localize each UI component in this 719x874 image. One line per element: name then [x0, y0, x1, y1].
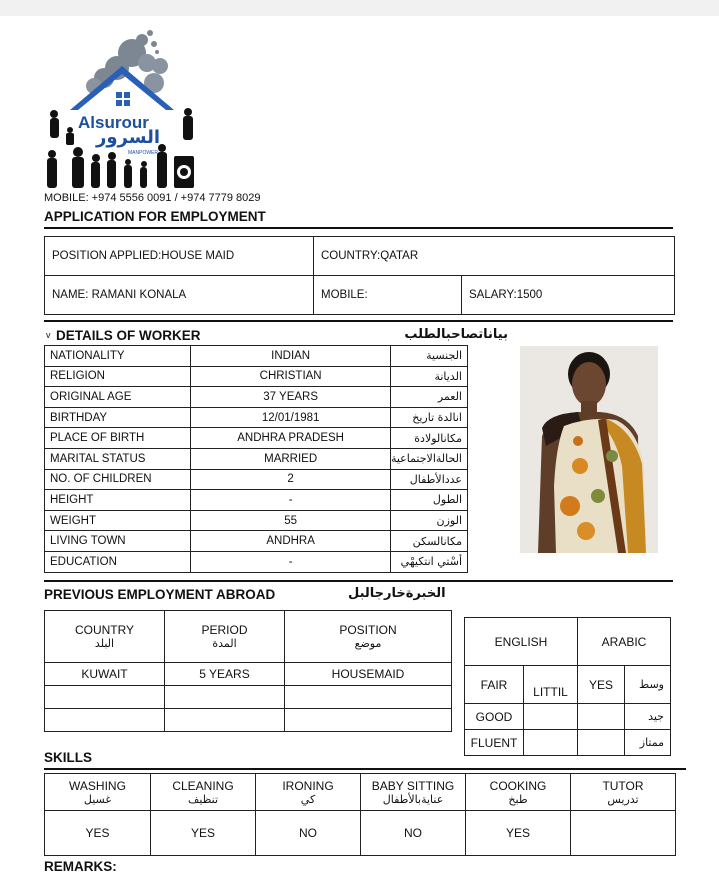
- level-ar: جيد: [625, 704, 671, 730]
- svg-text:MANPOWER: MANPOWER: [128, 150, 158, 156]
- previous-employment-table: [44, 610, 452, 732]
- cell: [165, 709, 285, 732]
- detail-value: 2: [191, 469, 391, 490]
- detail-row: [45, 346, 468, 367]
- detail-row: [45, 448, 468, 469]
- skill-ar: تدريس: [607, 792, 639, 806]
- english-level: [524, 704, 578, 730]
- header-ar: المدة: [212, 637, 237, 650]
- skill-value: NO: [361, 811, 466, 856]
- skill-cooking: [466, 774, 571, 811]
- detail-label-ar: مكانالسكن: [390, 531, 467, 552]
- form-title: APPLICATION FOR EMPLOYMENT: [44, 209, 266, 224]
- detail-label-ar: عددالأطفال: [390, 469, 467, 490]
- detail-label: EDUCATION: [45, 551, 191, 572]
- previous-title: PREVIOUS EMPLOYMENT ABROAD: [44, 587, 276, 602]
- detail-row: [45, 366, 468, 387]
- detail-row: [45, 551, 468, 572]
- details-title: DETAILS OF WORKER: [56, 328, 201, 343]
- detail-label: LIVING TOWN: [45, 531, 191, 552]
- title-divider: [44, 227, 673, 229]
- position-applied: POSITION APPLIED:HOUSE MAID: [45, 237, 314, 276]
- detail-row: [45, 407, 468, 428]
- arabic-header: ARABIC: [578, 618, 671, 666]
- skill-value: YES: [45, 811, 151, 856]
- skill-ar: غسيل: [83, 792, 112, 806]
- skill-en: CLEANING: [172, 778, 234, 793]
- level-ar: ممتاز: [625, 730, 671, 756]
- detail-label-ar: أسْتي انتكيهْي: [390, 551, 467, 572]
- section-divider: [44, 768, 686, 770]
- english-header: ENGLISH: [465, 618, 578, 666]
- detail-value: ANDHRA PRADESH: [191, 428, 391, 449]
- table-row: [45, 686, 452, 709]
- detail-label-ar: مكانالولادة: [390, 428, 467, 449]
- detail-value: -: [191, 490, 391, 511]
- remarks-label: REMARKS:: [44, 859, 117, 874]
- position-table: [44, 236, 675, 315]
- detail-value: 37 YEARS: [191, 387, 391, 408]
- cell: KUWAIT: [45, 663, 165, 686]
- svg-text:السرور: السرور: [96, 127, 160, 148]
- skill-tutor: [571, 774, 676, 811]
- detail-row: [45, 510, 468, 531]
- detail-label-ar: الحالةالاجتماعية: [390, 448, 467, 469]
- header-ar: موضع: [354, 637, 382, 650]
- detail-label-ar: العمر: [390, 387, 467, 408]
- detail-value: INDIAN: [191, 346, 391, 367]
- worker-details-table: [44, 345, 468, 573]
- country: COUNTRY:QATAR: [314, 237, 675, 276]
- cell: [285, 686, 452, 709]
- detail-value: CHRISTIAN: [191, 366, 391, 387]
- detail-label-ar: الجنسية: [390, 346, 467, 367]
- cell: [165, 686, 285, 709]
- skill-en: IRONING: [282, 778, 334, 793]
- skill-baby-sitting: [361, 774, 466, 811]
- skill-en: TUTOR: [602, 778, 644, 793]
- table-row: [45, 663, 452, 686]
- details-title-ar: بياناتصاحبالطلب: [404, 327, 508, 342]
- detail-value: MARRIED: [191, 448, 391, 469]
- level-en: GOOD: [465, 704, 524, 730]
- english-level: [524, 730, 578, 756]
- detail-label: RELIGION: [45, 366, 191, 387]
- level-ar: وسط: [625, 666, 671, 704]
- detail-row: [45, 387, 468, 408]
- skill-washing: [45, 774, 151, 811]
- detail-value: 55: [191, 510, 391, 531]
- applicant-name: NAME: RAMANI KONALA: [45, 276, 314, 315]
- detail-value: ANDHRA: [191, 531, 391, 552]
- detail-value: -: [191, 551, 391, 572]
- cell: [45, 686, 165, 709]
- cell: [45, 709, 165, 732]
- detail-label: PLACE OF BIRTH: [45, 428, 191, 449]
- arabic-level: YES: [578, 666, 625, 704]
- detail-label: ORIGINAL AGE: [45, 387, 191, 408]
- skill-ar: كي: [300, 792, 316, 806]
- skill-ar: تنظيف: [187, 792, 219, 806]
- mobile-field: MOBILE:: [314, 276, 462, 315]
- skills-values-row: [45, 811, 676, 856]
- detail-label: BIRTHDAY: [45, 407, 191, 428]
- skill-ar: عنايةبالأطفال: [382, 792, 444, 806]
- skill-value: YES: [151, 811, 256, 856]
- details-marker: v: [46, 330, 51, 340]
- skill-en: WASHING: [69, 778, 126, 793]
- language-row: [465, 666, 671, 704]
- skills-table: [44, 773, 676, 856]
- detail-label-ar: الطول: [390, 490, 467, 511]
- cell: [285, 709, 452, 732]
- skill-ironing: [256, 774, 361, 811]
- skill-ar: طبخ: [508, 792, 528, 806]
- cell: 5 YEARS: [165, 663, 285, 686]
- language-row: [465, 704, 671, 730]
- contact-mobile: MOBILE: +974 5556 0091 / +974 7779 8029: [44, 192, 261, 204]
- detail-row: [45, 531, 468, 552]
- detail-label-ar: الوزن: [390, 510, 467, 531]
- skill-en: BABY SITTING: [371, 778, 455, 793]
- table-row: [45, 709, 452, 732]
- top-bar: [0, 0, 719, 16]
- header-en: COUNTRY: [74, 623, 135, 637]
- detail-row: [45, 469, 468, 490]
- detail-label: MARITAL STATUS: [45, 448, 191, 469]
- section-divider: [44, 580, 673, 582]
- detail-row: [45, 428, 468, 449]
- company-logo: [42, 28, 212, 193]
- country-header: [45, 611, 165, 663]
- position-header: [285, 611, 452, 663]
- previous-title-ar: الخبرةخارجالبل: [348, 586, 446, 601]
- svg-text:Alsurour: Alsurour: [78, 113, 149, 132]
- skill-cleaning: [151, 774, 256, 811]
- detail-value: 12/01/1981: [191, 407, 391, 428]
- detail-label: HEIGHT: [45, 490, 191, 511]
- skills-title: SKILLS: [44, 750, 93, 765]
- level-en: FAIR: [465, 666, 524, 704]
- header-ar: البلد: [94, 637, 115, 650]
- skill-value: [571, 811, 676, 856]
- header-en: PERIOD: [201, 623, 248, 637]
- cell: HOUSEMAID: [285, 663, 452, 686]
- english-level: LITTIL: [524, 666, 578, 704]
- language-row: [465, 730, 671, 756]
- applicant-photo: [520, 346, 658, 553]
- detail-label: NATIONALITY: [45, 346, 191, 367]
- period-header: [165, 611, 285, 663]
- detail-label-ar: انالدة تاريخ: [390, 407, 467, 428]
- salary: SALARY:1500: [462, 276, 675, 315]
- detail-label-ar: الديانة: [390, 366, 467, 387]
- section-divider: [44, 320, 673, 322]
- detail-row: [45, 490, 468, 511]
- header-en: POSITION: [339, 623, 397, 637]
- language-table: [464, 617, 671, 756]
- arabic-level: [578, 704, 625, 730]
- level-en: FLUENT: [465, 730, 524, 756]
- skill-en: COOKING: [489, 778, 547, 793]
- detail-label: NO. OF CHILDREN: [45, 469, 191, 490]
- detail-label: WEIGHT: [45, 510, 191, 531]
- skill-value: YES: [466, 811, 571, 856]
- arabic-level: [578, 730, 625, 756]
- skill-value: NO: [256, 811, 361, 856]
